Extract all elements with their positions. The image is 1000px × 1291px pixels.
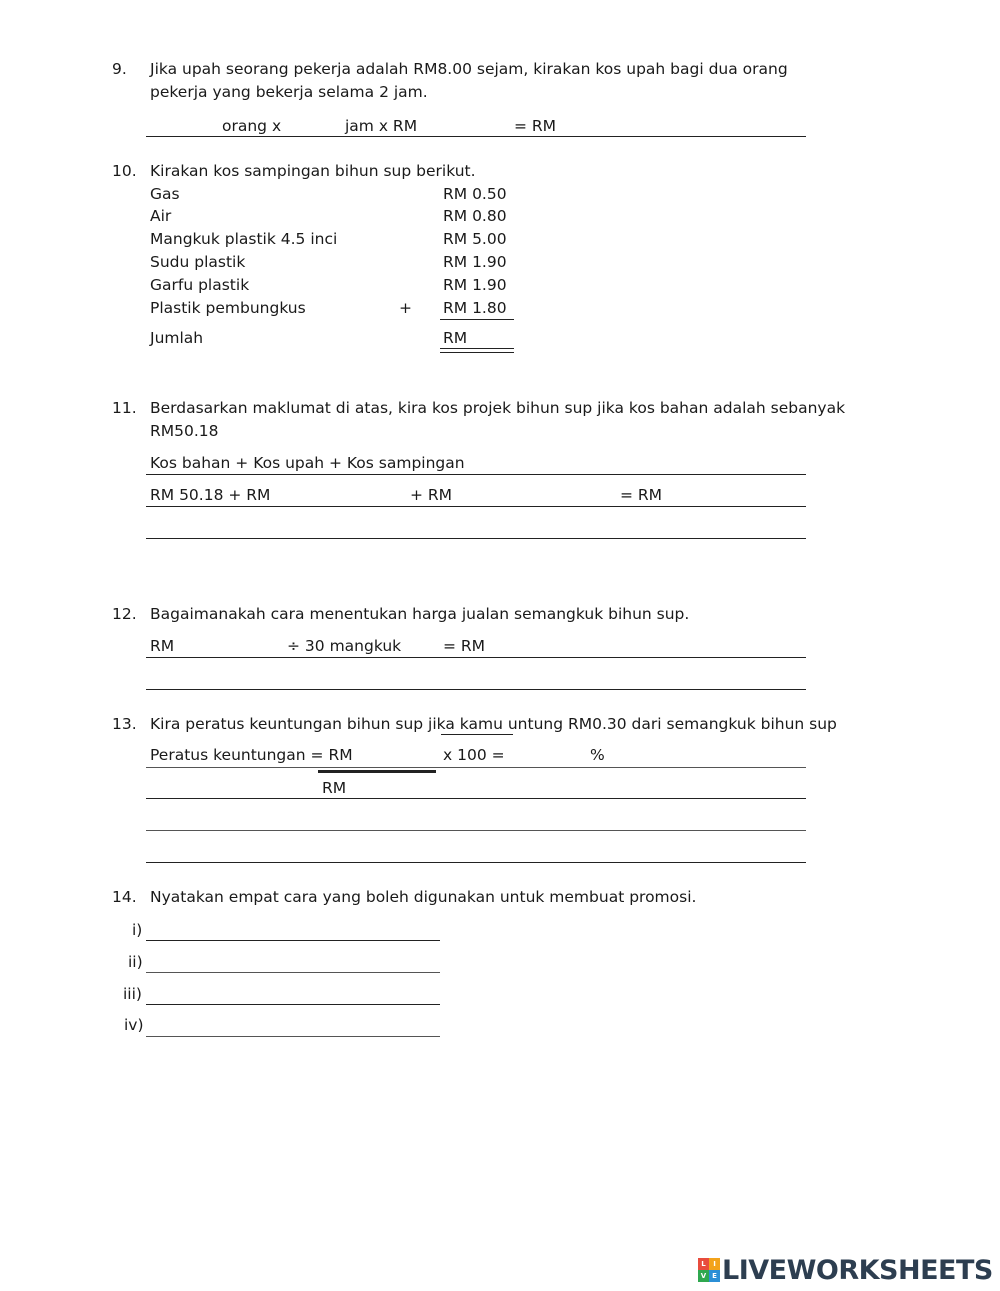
logo-letter-l: L bbox=[698, 1258, 709, 1270]
q13-denominator: RM bbox=[322, 779, 347, 797]
cost-item-price: RM 1.90 bbox=[443, 253, 507, 271]
q12-calc-b: ÷ 30 mangkuk bbox=[287, 637, 402, 655]
cost-item-label: Garfu plastik bbox=[150, 276, 250, 294]
q10-text: Kirakan kos sampingan bihun sup berikut. bbox=[150, 162, 476, 180]
q14-text: Nyatakan empat cara yang boleh digunakan untuk membuat promosi. bbox=[150, 888, 697, 906]
q12-answer-line-2[interactable] bbox=[146, 689, 806, 690]
q14-item-label: iii) bbox=[123, 985, 142, 1003]
q13-underline bbox=[441, 734, 513, 735]
q12-text: Bagaimanakah cara menentukan harga jualan semangkuk bihun sup. bbox=[150, 605, 690, 623]
q10-number: 10. bbox=[112, 162, 137, 180]
q9-orang: orang x bbox=[222, 117, 282, 135]
cost-item-price: RM 0.80 bbox=[443, 207, 507, 225]
q13-calc-b: x 100 = bbox=[443, 746, 505, 764]
liveworksheets-logo bbox=[698, 1255, 993, 1285]
q11-calc-a: RM 50.18 + RM bbox=[150, 486, 271, 504]
q13-calc-a: Peratus keuntungan = RM bbox=[150, 746, 353, 764]
total-label: Jumlah bbox=[150, 329, 204, 347]
q14-answer-line[interactable] bbox=[146, 1004, 440, 1005]
q9-text-line2: pekerja yang bekerja selama 2 jam. bbox=[150, 83, 428, 101]
sum-line bbox=[440, 319, 514, 320]
q14-answer-line[interactable] bbox=[146, 1036, 440, 1037]
q14-item-label: i) bbox=[132, 921, 143, 939]
q12-number: 12. bbox=[112, 605, 137, 623]
q11-number: 11. bbox=[112, 399, 137, 417]
q13-answer-line[interactable] bbox=[146, 798, 806, 799]
q14-item-label: ii) bbox=[128, 953, 143, 971]
brand-name: LIVEWORKSHEETS bbox=[722, 1254, 993, 1286]
q13-calc-c: % bbox=[590, 746, 605, 764]
q14-number: 14. bbox=[112, 888, 137, 906]
q9-answer-line[interactable] bbox=[146, 136, 806, 137]
q13-answer-line-2[interactable] bbox=[146, 830, 806, 831]
logo-letter-i: I bbox=[709, 1258, 720, 1270]
q14-answer-line[interactable] bbox=[146, 940, 440, 941]
q9-eq: = RM bbox=[514, 117, 557, 135]
q13-answer-line-3[interactable] bbox=[146, 862, 806, 863]
cost-item-price: RM 5.00 bbox=[443, 230, 507, 248]
cost-item-label: Plastik pembungkus bbox=[150, 299, 306, 317]
q13-text: Kira peratus keuntungan bihun sup jika kamu untung RM0.30 dari semangkuk bihun sup bbox=[150, 715, 837, 733]
q11-formula: Kos bahan + Kos upah + Kos sampingan bbox=[150, 454, 465, 472]
q14-item-label: iv) bbox=[124, 1016, 144, 1034]
q11-calc-b: + RM bbox=[410, 486, 453, 504]
q9-jam: jam x RM bbox=[345, 117, 418, 135]
q11-answer-line-2[interactable] bbox=[146, 538, 806, 539]
cost-item-label: Gas bbox=[150, 185, 180, 203]
total-value[interactable]: RM bbox=[443, 329, 468, 347]
q13-number: 13. bbox=[112, 715, 137, 733]
q14-answer-line[interactable] bbox=[146, 972, 440, 973]
fraction-bar bbox=[318, 770, 436, 773]
cost-item-label: Air bbox=[150, 207, 172, 225]
q11-calc-c: = RM bbox=[620, 486, 663, 504]
q11-text-line2: RM50.18 bbox=[150, 422, 219, 440]
q12-calc-a: RM bbox=[150, 637, 175, 655]
q12-answer-line[interactable] bbox=[146, 657, 806, 658]
cost-item-label: Sudu plastik bbox=[150, 253, 246, 271]
q13-formula-line bbox=[146, 767, 806, 768]
cost-item-price: RM 0.50 bbox=[443, 185, 507, 203]
cost-item-price: RM 1.80 bbox=[443, 299, 507, 317]
q9-text-line1: Jika upah seorang pekerja adalah RM8.00 sejam, kirakan kos upah bagi dua orang bbox=[150, 60, 788, 78]
q11-answer-line[interactable] bbox=[146, 506, 806, 507]
q9-number: 9. bbox=[112, 60, 127, 78]
q11-text-line1: Berdasarkan maklumat di atas, kira kos projek bihun sup jika kos bahan adalah sebanyak bbox=[150, 399, 846, 417]
cost-item-price: RM 1.90 bbox=[443, 276, 507, 294]
q11-formula-line bbox=[146, 474, 806, 475]
cost-item-label: Mangkuk plastik 4.5 inci bbox=[150, 230, 338, 248]
liveworksheets-icon bbox=[698, 1258, 720, 1282]
logo-letter-v: V bbox=[698, 1270, 709, 1282]
logo-letter-e: E bbox=[709, 1270, 720, 1282]
total-double-underline bbox=[440, 348, 514, 353]
plus-sign: + bbox=[399, 299, 412, 317]
q12-calc-c: = RM bbox=[443, 637, 486, 655]
